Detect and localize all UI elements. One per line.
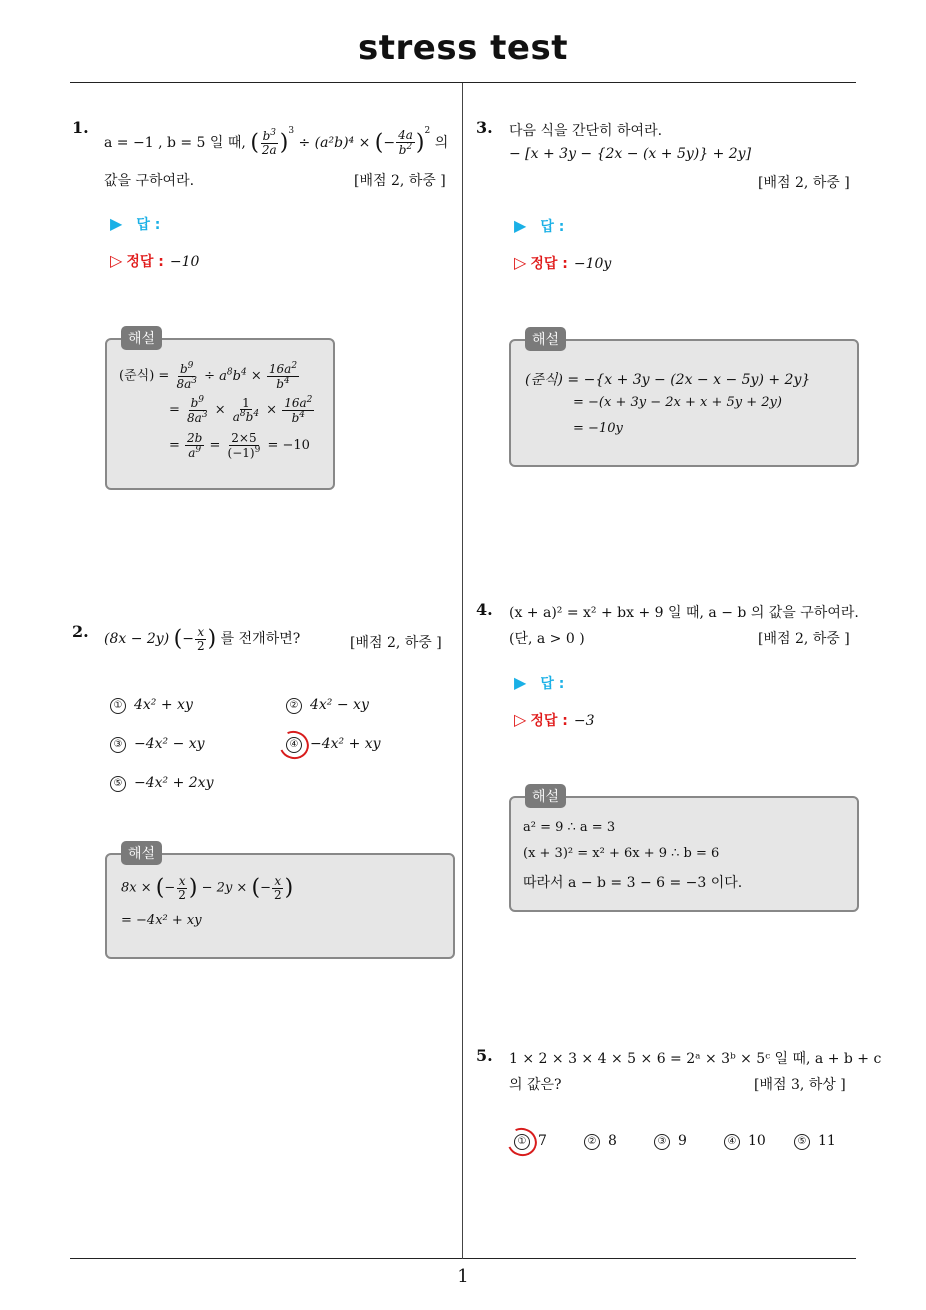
q3-line1: 다음 식을 간단히 하여라. <box>509 123 663 139</box>
q2-option-5[interactable]: ⑤ −4x² + 2xy <box>110 775 214 792</box>
q1-meta: [배점 2, 하중 ] <box>354 173 446 189</box>
q4-sol-line2: (x + 3)² = x² + 6x + 9 ∴ b = 6 <box>523 846 720 861</box>
q1-line1: a = −1 , b = 5 일 때, ( $\frac{b^3}{2a}$ )$^3$ ÷ (a²b)⁴ × (− $\frac{4a}{b^2}$ )$^2$ 의 <box>104 126 449 157</box>
q1-line1-b: ÷ (a²b)⁴ × <box>298 135 371 151</box>
q4-answer-row: ▶ 답 : <box>514 673 565 692</box>
q1-line1-c: 의 <box>434 135 449 151</box>
q2-meta: [배점 2, 하중 ] <box>350 635 442 651</box>
q1-correct-row: ▷ 정답 : −10 <box>110 251 200 270</box>
answer-arrow-icon: ▶ <box>514 216 527 235</box>
answer-arrow-icon: ▶ <box>110 214 123 233</box>
q1-sol-line2: = $\frac{b^9}{8a^3}$ × $\frac{1}{a^8b^4}$ × $\frac{16a^2}{b^4}$ <box>169 395 313 425</box>
q3-sol-line2: = −(x + 3y − 2x + x + 5y + 2y) <box>573 395 782 410</box>
q3-explanation-tag: 해설 <box>525 327 566 351</box>
q4-explanation-box <box>509 789 859 912</box>
q4-sol-line1: a² = 9 ∴ a = 3 <box>523 820 616 835</box>
q3-sol-line3: = −10y <box>573 421 623 436</box>
q2-explanation-box <box>105 846 455 959</box>
q3-sol-line1: (준식) = −{x + 3y − (2x − x − 5y) + 2y} <box>525 372 811 388</box>
q5-option-5[interactable]: ⑤ 11 <box>794 1133 836 1150</box>
q2-explanation-tag: 해설 <box>121 841 162 865</box>
q3-explanation-box <box>509 332 859 467</box>
correct-arrow-icon: ▷ <box>514 253 527 272</box>
q2-selected-mark <box>275 727 313 764</box>
q2-option-1[interactable]: ① 4x² + xy <box>110 697 193 714</box>
q5-meta: [배점 3, 하상 ] <box>754 1077 846 1093</box>
top-rule <box>70 82 856 83</box>
q4-explanation-tag: 해설 <box>525 784 566 808</box>
q3-answer-row: ▶ 답 : <box>514 216 565 235</box>
q5-line1: 1 × 2 × 3 × 4 × 5 × 6 = 2ᵃ × 3ᵇ × 5ᶜ 일 때, a + b + c <box>509 1051 882 1067</box>
answer-arrow-icon: ▶ <box>514 673 527 692</box>
q1-sol-line1: (준식) = $\frac{b^9}{8a^3}$ ÷ $a^8b^4$ × $\frac{16a^2}{b^4}$ <box>119 361 298 391</box>
q4-meta: [배점 2, 하중 ] <box>758 631 850 647</box>
page-title: stress test <box>358 28 568 68</box>
q2-option-2[interactable]: ② 4x² − xy <box>286 697 369 714</box>
q4-correct-row: ▷ 정답 : −3 <box>514 710 595 729</box>
q3-number: 3. <box>476 118 493 137</box>
q3-meta: [배점 2, 하중 ] <box>758 175 850 191</box>
q4-sol-line3: 따라서 a − b = 3 − 6 = −3 이다. <box>523 875 743 891</box>
q5-number: 5. <box>476 1046 493 1065</box>
q2-option-4[interactable]: ④ −4x² + xy <box>286 736 381 753</box>
q4-number: 4. <box>476 600 493 619</box>
q5-line2: 의 값은? <box>509 1077 562 1093</box>
q1-sol-line3: = $\frac{2b}{a^9}$ = $\frac{2\times 5}{(-1)^9}$ = −10 <box>169 431 310 460</box>
q3-correct-row: ▷ 정답 : −10y <box>514 253 612 272</box>
q1-explanation-tag: 해설 <box>121 326 162 350</box>
q2-sol-line2: = −4x² + xy <box>121 913 202 928</box>
q5-option-3[interactable]: ③ 9 <box>654 1133 687 1150</box>
q1-line2: 값을 구하여라. <box>104 173 195 189</box>
q1-number: 1. <box>72 118 89 137</box>
bottom-rule <box>70 1258 856 1259</box>
q3-line2: − [x + 3y − {2x − (x + 5y)} + 2y] <box>509 146 752 162</box>
q1-line1-a: a = −1 , b = 5 일 때, <box>104 135 246 151</box>
q1-answer-row: ▶ 답 : <box>110 214 161 233</box>
q5-option-1[interactable]: ① 7 <box>514 1133 547 1150</box>
q2-question: (8x − 2y) (− $\frac{x}{2}$ ) 를 전개하면? <box>104 625 301 653</box>
q5-option-4[interactable]: ④ 10 <box>724 1133 766 1150</box>
column-divider <box>462 83 463 1259</box>
q2-number: 2. <box>72 622 89 641</box>
correct-arrow-icon: ▷ <box>514 710 527 729</box>
q1-explanation-box <box>105 331 335 490</box>
q5-selected-mark <box>503 1124 541 1161</box>
q4-line2: (단, a > 0 ) <box>509 631 585 647</box>
q2-sol-line1: 8x × (− $\frac{x}{2}$ ) − 2y × (− $\frac{x}{2}$ ) <box>121 874 294 902</box>
q2-option-3[interactable]: ③ −4x² − xy <box>110 736 205 753</box>
page-number: 1 <box>457 1266 469 1287</box>
q4-line1: (x + a)² = x² + bx + 9 일 때, a − b 의 값을 구하여라. <box>509 605 859 621</box>
q5-option-2[interactable]: ② 8 <box>584 1133 617 1150</box>
correct-arrow-icon: ▷ <box>110 251 123 270</box>
